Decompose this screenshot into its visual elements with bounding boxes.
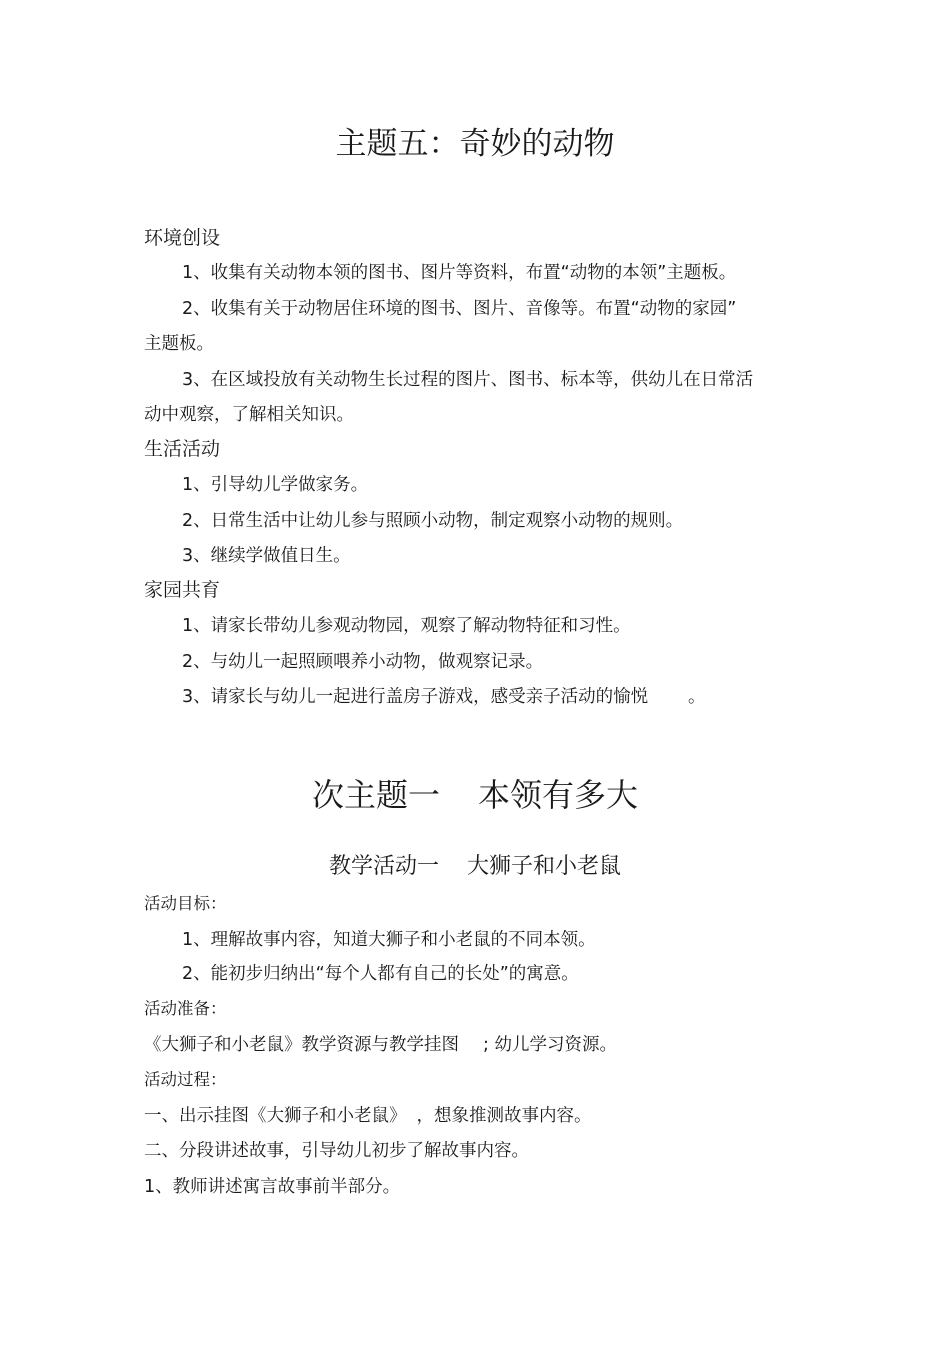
list-item: 2、收集有关于动物居住环境的图书、图片、音像等。布置“动物的家园” xyxy=(182,299,737,319)
list-item: 2、能初步归纳出“每个人都有自己的长处”的寓意。 xyxy=(182,964,579,984)
list-item xyxy=(144,1105,592,1127)
subtheme-title xyxy=(0,775,950,815)
subtheme-title-left: 次主题一 xyxy=(311,776,440,814)
prep-text xyxy=(144,1034,617,1056)
list-item: 动中观察，了解相关知识。 xyxy=(144,405,354,425)
section-heading-daily-life: 生活活动 xyxy=(144,438,221,460)
goals-label: 活动目标： xyxy=(144,894,227,913)
list-item: 1、引导幼儿学做家务。 xyxy=(182,475,369,495)
process-label: 活动过程： xyxy=(144,1070,227,1089)
process-step-1b: ，想象推测故事内容。 xyxy=(416,1106,592,1126)
list-item: 主题板。 xyxy=(144,334,214,354)
activity-title xyxy=(0,852,950,882)
list-item: 1、请家长带幼儿参观动物园，观察了解动物特征和习性。 xyxy=(182,616,631,636)
page-title: 主题五：奇妙的动物 xyxy=(335,126,615,162)
activity-title-right: 大狮子和小老鼠 xyxy=(467,854,622,879)
list-item: 3、继续学做值日生。 xyxy=(182,546,351,566)
list-item: 二、分段讲述故事，引导幼儿初步了解故事内容。 xyxy=(144,1141,529,1161)
process-step-1a: 一、出示挂图《大狮子和小老鼠》 xyxy=(144,1106,407,1126)
list-item-period: 。 xyxy=(688,687,706,707)
prep-label: 活动准备： xyxy=(144,999,227,1018)
list-item: 1、收集有关动物本领的图书、图片等资料，布置“动物的本领”主题板。 xyxy=(182,263,737,283)
prep-text-a: 《大狮子和小老鼠》教学资源与教学挂图 xyxy=(144,1035,459,1055)
list-item: 1、理解故事内容，知道大狮子和小老鼠的不同本领。 xyxy=(182,930,596,950)
list-item: 2、与幼儿一起照顾喂养小动物，做观察记录。 xyxy=(182,652,544,672)
list-item: 1、教师讲述寓言故事前半部分。 xyxy=(144,1177,401,1197)
activity-title-left: 教学活动一 xyxy=(328,854,439,879)
subtheme-title-right: 本领有多大 xyxy=(478,776,639,814)
list-item: 3、请家长与幼儿一起进行盖房子游戏，感受亲子活动的愉悦 xyxy=(182,687,649,707)
prep-text-b: ; 幼儿学习资源。 xyxy=(483,1035,617,1055)
section-heading-home-school: 家园共育 xyxy=(144,579,221,601)
list-item: 3、在区域投放有关动物生长过程的图片、图书、标本等，供幼儿在日常活 xyxy=(182,370,754,390)
section-heading-environment: 环境创设 xyxy=(144,227,221,249)
list-item: 2、日常生活中让幼儿参与照顾小动物，制定观察小动物的规则。 xyxy=(182,511,684,531)
